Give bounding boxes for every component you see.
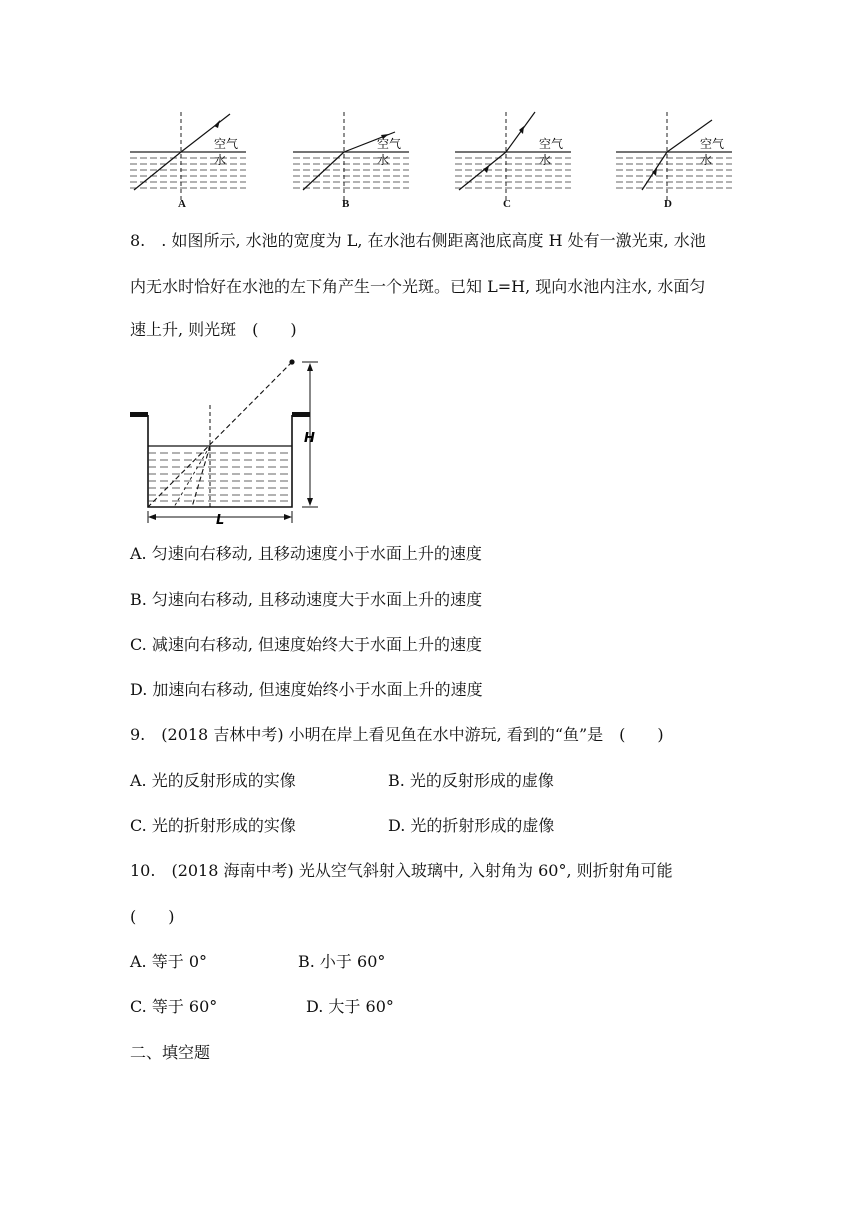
air-label-b: 空气	[377, 137, 402, 151]
q10-option-d: D. 大于 60°	[306, 997, 394, 1016]
q10-answer-paren: ( )	[130, 907, 175, 926]
pool-diagram	[126, 355, 336, 530]
air-label-d: 空气	[700, 137, 725, 151]
figure-label-b: B	[342, 198, 350, 210]
q8-option-b: B. 匀速向右移动, 且移动速度大于水面上升的速度	[130, 590, 483, 609]
section-heading: 二、填空题	[130, 1043, 211, 1062]
q8-stem-line-2: 内无水时恰好在水池的左下角产生一个光斑。已知 L=H, 现向水池内注水, 水面匀	[130, 277, 706, 296]
q9-option-a: A. 光的反射形成的实像	[130, 771, 296, 790]
water-label-b: 水	[377, 153, 390, 167]
q8-option-d: D. 加速向右移动, 但速度始终小于水面上升的速度	[130, 680, 483, 699]
water-label-d: 水	[700, 153, 713, 167]
figure-label-c: C	[503, 198, 511, 210]
q10-option-b: B. 小于 60°	[298, 952, 386, 971]
q10-option-c: C. 等于 60°	[130, 997, 218, 1016]
q10-stem: 10. (2018 海南中考) 光从空气斜射入玻璃中, 入射角为 60°, 则折射角可能	[130, 861, 673, 880]
h-label: H	[304, 431, 315, 446]
q8-stem-line-1: 8. . 如图所示, 水池的宽度为 L, 在水池右侧距离池底高度 H 处有一激光束, 水池	[130, 231, 706, 250]
l-label: L	[216, 513, 225, 528]
water-label-c: 水	[539, 153, 552, 167]
figure-panel-a	[128, 108, 248, 212]
air-label-a: 空气	[214, 137, 239, 151]
figure-label-d: D	[664, 198, 672, 210]
figure-label-a: A	[178, 198, 186, 210]
q9-option-c: C. 光的折射形成的实像	[130, 816, 296, 835]
water-label-a: 水	[214, 153, 227, 167]
air-label-c: 空气	[539, 137, 564, 151]
q8-option-c: C. 减速向右移动, 但速度始终大于水面上升的速度	[130, 635, 483, 654]
q10-option-a: A. 等于 0°	[130, 952, 207, 971]
figure-panel-d	[614, 108, 734, 212]
q9-option-b: B. 光的反射形成的虚像	[388, 771, 554, 790]
q8-stem-line-3: 速上升, 则光斑 ( )	[130, 320, 297, 339]
q8-option-a: A. 匀速向右移动, 且移动速度小于水面上升的速度	[130, 544, 482, 563]
q9-stem: 9. (2018 吉林中考) 小明在岸上看见鱼在水中游玩, 看到的“鱼”是 ( )	[130, 725, 664, 744]
figure-panel-c	[453, 108, 573, 212]
q9-option-d: D. 光的折射形成的虚像	[388, 816, 555, 835]
figure-panel-b	[291, 108, 411, 212]
